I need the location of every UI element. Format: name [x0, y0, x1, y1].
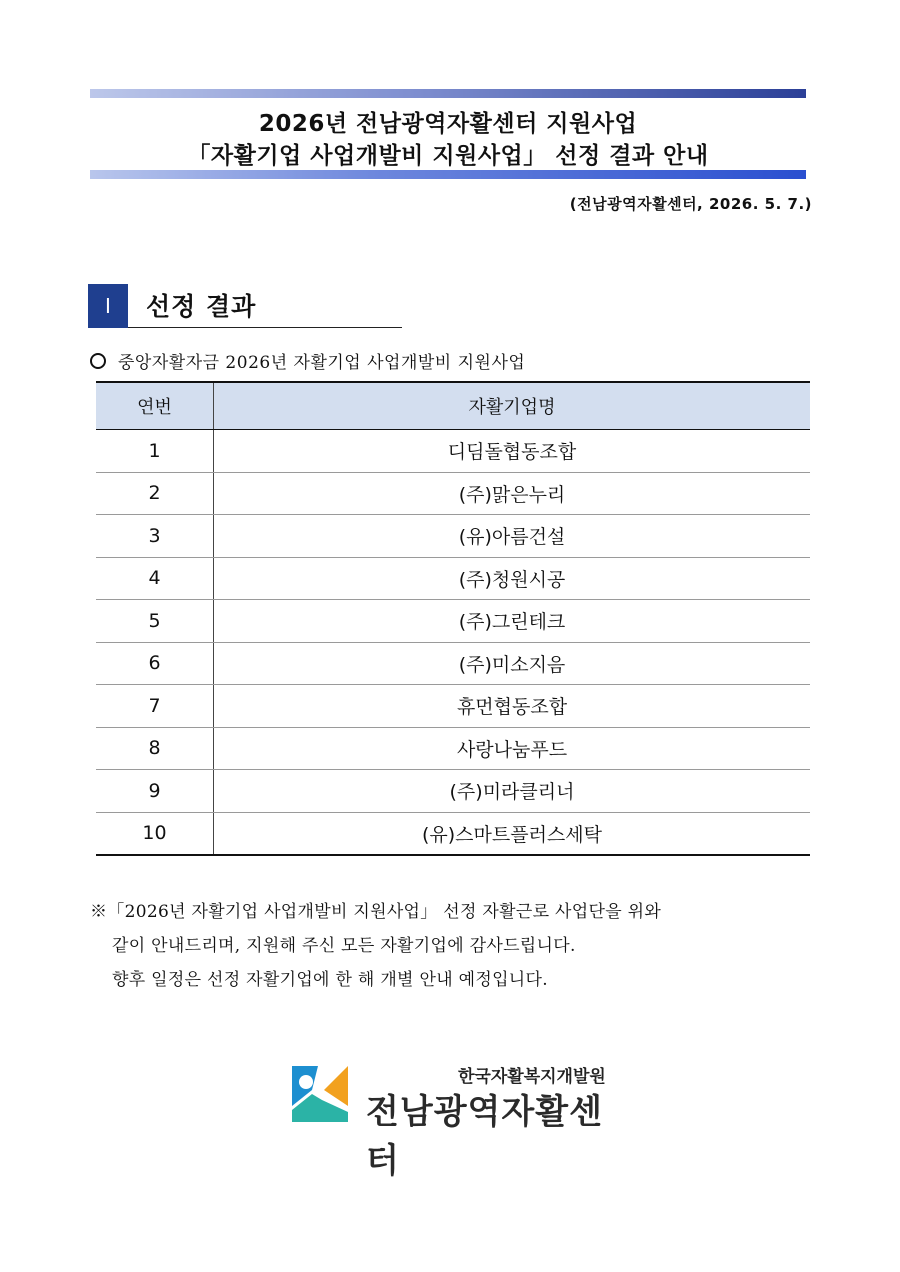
column-header-company: 자활기업명 [214, 382, 811, 430]
logo-title: 전남광역자활센터 [366, 1092, 603, 1181]
table-row [96, 770, 810, 813]
table-header-row [96, 382, 810, 430]
company-name: (주)미라클리너 [214, 770, 811, 813]
notice-line-2: 같이 안내드리며, 지원해 주신 모든 자활기업에 감사드립니다. [112, 936, 576, 956]
company-name: (유)스마트플러스세탁 [214, 812, 811, 855]
company-name: 휴먼협동조합 [214, 685, 811, 728]
selection-result-table [96, 381, 810, 856]
row-number: 7 [96, 685, 214, 728]
section-number: Ⅰ [88, 284, 128, 328]
document-title-line2: 「자활기업 사업개발비 지원사업」 선정 결과 안내 [187, 143, 709, 169]
column-header-number: 연번 [96, 382, 214, 430]
table-row [96, 515, 810, 558]
company-name: (주)그린테크 [214, 600, 811, 643]
subheading [90, 348, 525, 373]
subheading-text: 중앙자활자금 2026년 자활기업 사업개발비 지원사업 [118, 353, 526, 373]
row-number: 9 [96, 770, 214, 813]
row-number: 5 [96, 600, 214, 643]
company-name: 디딤돌협동조합 [214, 430, 811, 473]
section-underline [128, 327, 402, 328]
table-row [96, 557, 810, 600]
circle-bullet-icon [90, 353, 106, 369]
company-name: (유)아름건설 [214, 515, 811, 558]
notice-line-1: ※「2026년 자활기업 사업개발비 지원사업」 선정 자활근로 사업단을 위와 [90, 902, 662, 922]
section-title: 선정 결과 [146, 292, 257, 321]
row-number: 10 [96, 812, 214, 855]
notice-line-3: 향후 일정은 선정 자활기업에 한 해 개별 안내 예정입니다. [112, 970, 548, 990]
table-row [96, 472, 810, 515]
table-row [96, 727, 810, 770]
table-row [96, 642, 810, 685]
row-number: 4 [96, 557, 214, 600]
organization-logo [288, 1060, 628, 1181]
table-row [96, 600, 810, 643]
logo-subtitle: 한국자활복지개발원 [458, 1067, 606, 1087]
company-name: (주)맑은누리 [214, 472, 811, 515]
table-row [96, 430, 810, 473]
header-top-bar [90, 89, 806, 98]
table-row [96, 812, 810, 855]
row-number: 3 [96, 515, 214, 558]
row-number: 2 [96, 472, 214, 515]
table-row [96, 685, 810, 728]
row-number: 6 [96, 642, 214, 685]
company-name: 사랑나눔푸드 [214, 727, 811, 770]
notice-paragraph [90, 895, 810, 997]
row-number: 1 [96, 430, 214, 473]
issuer-date: (전남광역자활센터, 2026. 5. 7.) [569, 195, 812, 213]
document-title-line1: 2026년 전남광역자활센터 지원사업 [258, 111, 638, 137]
header-bottom-bar [90, 170, 806, 179]
jeonnam-self-sufficiency-logo-icon [288, 1060, 352, 1124]
company-name: (주)청원시공 [214, 557, 811, 600]
company-name: (주)미소지음 [214, 642, 811, 685]
row-number: 8 [96, 727, 214, 770]
